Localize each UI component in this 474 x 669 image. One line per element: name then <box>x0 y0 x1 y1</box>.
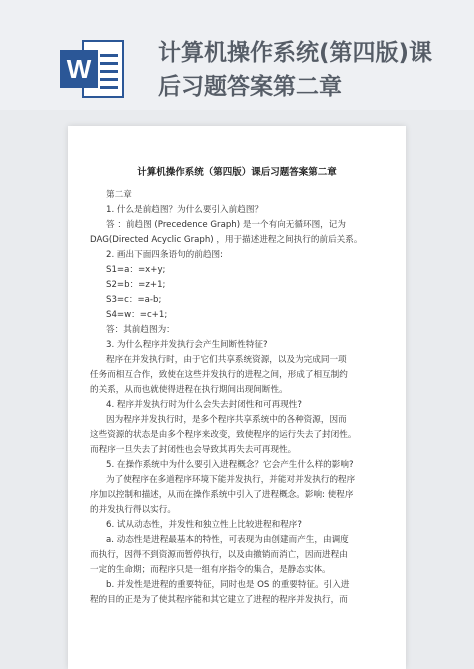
heading-line-2: 后习题答案第二章 <box>158 74 342 100</box>
document-line: 答：其前趋图为： <box>106 325 175 335</box>
document-line: 2. 画出下面四条语句的前趋图: <box>106 250 223 260</box>
heading-line-1: 计算机操作系统(第四版)课 <box>158 40 433 66</box>
document-line: 的并发执行得以实行。 <box>90 505 176 515</box>
document-line: 第二章 <box>106 190 132 200</box>
document-line: 6. 试从动态性，并发性和独立性上比较进程和程序? <box>106 520 302 530</box>
header-banner <box>0 0 474 110</box>
document-line: 这些资源的状态是由多个程序来改变，致使程序的运行失去了封闭性。 <box>90 430 357 440</box>
document-line: a. 动态性是进程最基本的特性，可表现为由创建而产生，由调度 <box>106 535 349 545</box>
document-line: S4=w：=c+1; <box>106 310 168 320</box>
document-page <box>68 126 406 669</box>
document-line: 任务而相互合作，致使在这些并发执行的进程之间，形成了相互制约 <box>90 370 348 380</box>
document-body <box>90 188 386 608</box>
document-line: DAG(Directed Acyclic Graph) ，用于描述进程之间执行的前后关系。 <box>90 235 363 245</box>
word-badge-icon: W <box>60 50 98 88</box>
document-line: 3. 为什么程序并发执行会产生间断性特征? <box>106 340 268 350</box>
document-line: 1. 什么是前趋图？为什么要引入前趋图？ <box>106 205 264 215</box>
document-line: 5. 在操作系统中为什么要引入进程概念？它会产生什么样的影响? <box>106 460 354 470</box>
document-line: 4. 程序并发执行时为什么会失去封闭性和可再现性? <box>106 400 302 410</box>
document-line: 而程序一旦失去了封闭性也会导致其再失去可再现性。 <box>90 445 297 455</box>
document-line: 程的目的正是为了使其程序能和其它建立了进程的程序并发执行，而 <box>90 595 348 605</box>
document-line: b. 并发性是进程的重要特征，同时也是 OS 的重要特征。引入进 <box>106 580 350 590</box>
document-line: 答 ：前趋图 (Precedence Graph) 是一个有向无循环图，记为 <box>106 220 346 230</box>
document-line: 而执行，因得不到资源而暂停执行，以及由撤销而消亡，因而进程由 <box>90 550 348 560</box>
document-line: S3=c：=a-b; <box>106 295 162 305</box>
page-title: 计算机操作系统（第四版）课后习题答案第二章 <box>137 167 337 178</box>
document-line: 因为程序并发执行时，是多个程序共享系统中的各种资源，因而 <box>106 415 347 425</box>
word-document-icon <box>60 40 124 98</box>
document-line: 的关系，从而也就使得进程在执行期间出现间断性。 <box>90 385 288 395</box>
document-line: 程序在并发执行时，由于它们共享系统资源，以及为完成同一项 <box>106 355 347 365</box>
document-line: 一定的生命期；而程序只是一组有序指令的集合，是静态实体。 <box>90 565 331 575</box>
document-heading <box>158 36 458 104</box>
document-line: S2=b：=z+1; <box>106 280 166 290</box>
document-line: 序加以控制和描述，从而在操作系统中引入了进程概念。影响: 使程序 <box>90 490 354 500</box>
document-line: 为了使程序在多道程序环境下能并发执行，并能对并发执行的程序 <box>106 475 356 485</box>
document-line: S1=a：=x+y; <box>106 265 166 275</box>
